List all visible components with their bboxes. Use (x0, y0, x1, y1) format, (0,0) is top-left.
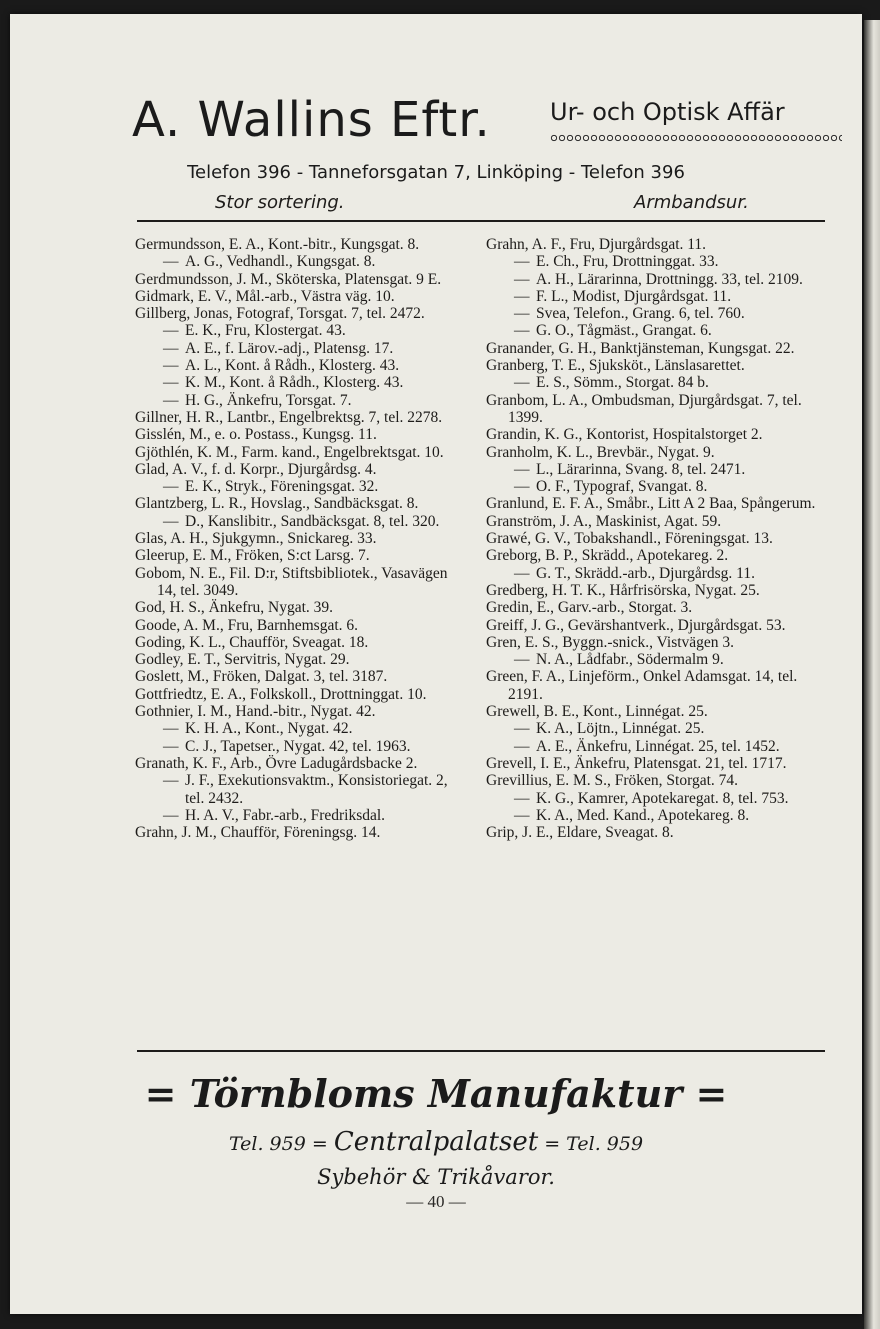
entry-text: Goding, K. L., Chaufför, Sveagat. 18. (135, 633, 369, 651)
entry-text: Svea, Telefon., Grang. 6, tel. 760. (536, 305, 745, 323)
entry-text: Gillner, H. R., Lantbr., Engelbrektsg. 7, tel. 2278. (135, 408, 443, 426)
directory-entry (135, 651, 467, 668)
directory-entry (135, 513, 467, 530)
entry-text: Greiff, J. G., Gevärshantverk., Djurgårdsgat. 53. (486, 616, 786, 634)
header-divider (137, 220, 825, 222)
directory-entry (486, 253, 818, 270)
directory-entry (486, 444, 818, 461)
page-number: — 40 — (406, 1192, 466, 1211)
directory-entry (135, 565, 467, 600)
directory-entry (486, 461, 818, 478)
entry-text: K. H. A., Kont., Nygat. 42. (185, 720, 353, 738)
directory-entry (135, 634, 467, 651)
directory-entry (486, 772, 818, 789)
directory-entry (486, 651, 818, 668)
entry-text: Grahn, J. M., Chaufför, Föreningsg. 14. (135, 824, 381, 842)
entry-text: C. J., Tapetser., Nygat. 42, tel. 1963. (185, 737, 411, 755)
directory-entry (135, 478, 467, 495)
directory-entry (135, 824, 467, 841)
entry-text: O. F., Typograf, Svangat. 8. (536, 478, 708, 496)
directory-entry (486, 634, 818, 651)
entry-text: N. A., Lådfabr., Södermalm 9. (536, 651, 724, 669)
directory-entry (486, 392, 818, 427)
entry-text: Grip, J. E., Eldare, Sveagat. 8. (486, 824, 674, 842)
entry-text: G. O., Tågmäst., Grangat. 6. (536, 322, 712, 340)
directory-entry (135, 547, 467, 564)
entry-text: Goslett, M., Fröken, Dalgat. 3, tel. 3187. (135, 668, 388, 686)
ditto-dash: — (514, 322, 530, 340)
directory-entry (135, 668, 467, 685)
entry-text: Granath, K. F., Arb., Övre Ladugårdsbacke 2. (135, 754, 418, 772)
ditto-dash: — (514, 651, 530, 669)
entry-text: Greborg, B. P., Skrädd., Apotekareg. 2. (486, 547, 729, 565)
entry-text: J. F., Exekutionsvaktm., Konsistoriegat. 2, tel. 2432. (185, 772, 448, 807)
footer-divider (137, 1050, 825, 1052)
ditto-dash: — (163, 772, 179, 790)
directory-entry (486, 513, 818, 530)
entry-text: Grevell, I. E., Änkefru, Platensgat. 21, tel. 1717. (486, 754, 787, 772)
ditto-dash: — (514, 460, 530, 478)
ditto-dash: — (514, 270, 530, 288)
directory-entry (135, 392, 467, 409)
manufaktur-name: = Törnbloms Manufaktur = (144, 1071, 728, 1116)
directory-entry (135, 288, 467, 305)
entry-text: A. E., Änkefru, Linnégat. 25, tel. 1452. (536, 737, 780, 755)
ditto-dash: — (514, 253, 530, 271)
directory-entry (135, 322, 467, 339)
ditto-dash: — (163, 322, 179, 340)
entry-text: Glas, A. H., Sjukgymn., Snickareg. 33. (135, 530, 377, 548)
entry-text: Gothnier, I. M., Hand.-bitr., Nygat. 42. (135, 703, 376, 721)
directory-entry (486, 288, 818, 305)
goods-line: Sybehör & Trikåvaror. (317, 1165, 555, 1189)
separator: = (311, 1133, 334, 1155)
tel-right: Tel. 959 (566, 1133, 644, 1155)
directory-entry (486, 236, 818, 253)
ditto-dash: — (163, 374, 179, 392)
directory-entry (486, 478, 818, 495)
entry-text: Germundsson, E. A., Kont.-bitr., Kungsgat. 8. (135, 236, 420, 253)
directory-entry (135, 357, 467, 374)
directory-entry (135, 426, 467, 443)
entry-text: G. T., Skrädd.-arb., Djurgårdsg. 11. (536, 564, 755, 582)
directory-entry (135, 271, 467, 288)
directory-entry (486, 530, 818, 547)
directory-page (10, 14, 862, 1314)
ditto-dash: — (163, 720, 179, 738)
entry-text: Granlund, E. F. A., Småbr., Litt A 2 Baa, Spångerum. (486, 495, 816, 513)
directory-entry (486, 374, 818, 391)
directory-entry (486, 755, 818, 772)
entry-text: Gobom, N. E., Fil. D:r, Stiftsbibliotek., Vasavägen 14, tel. 3049. (135, 564, 448, 599)
directory-entry (486, 720, 818, 737)
separator: = (544, 1133, 567, 1155)
directory-entry (486, 565, 818, 582)
adjacent-page-edge (864, 20, 880, 1329)
directory-entry (486, 668, 818, 703)
entry-text: Glantzberg, L. R., Hovslag., Sandbäcksgat. 8. (135, 495, 419, 513)
ditto-dash: — (514, 287, 530, 305)
contact-line: Telefon 396 - Tanneforsgatan 7, Linköping - Telefon 396 (187, 162, 685, 183)
directory-entry (486, 582, 818, 599)
entry-text: God, H. S., Änkefru, Nygat. 39. (135, 599, 334, 617)
directory-entry (486, 824, 818, 841)
directory-entry (135, 738, 467, 755)
directory-entry (135, 703, 467, 720)
entry-text: Goode, A. M., Fru, Barnhemsgat. 6. (135, 616, 359, 634)
ditto-dash: — (514, 305, 530, 323)
entry-text: D., Kanslibitr., Sandbäcksgat. 8, tel. 320. (185, 512, 440, 530)
directory-entry (135, 686, 467, 703)
directory-entry (135, 720, 467, 737)
ditto-dash: — (163, 512, 179, 530)
entry-text: K. A., Med. Kand., Apotekareg. 8. (536, 806, 750, 824)
entry-text: E. S., Sömm., Storgat. 84 b. (536, 374, 709, 392)
entry-text: Gredberg, H. T. K., Hårfrisörska, Nygat. 25. (486, 581, 760, 599)
entry-text: F. L., Modist, Djurgårdsgat. 11. (536, 287, 732, 305)
directory-entry (135, 236, 467, 253)
directory-entry (486, 495, 818, 512)
firm-name: A. Wallins Eftr. (132, 92, 491, 148)
directory-entry (486, 703, 818, 720)
ditto-dash: — (163, 357, 179, 375)
entry-text: Gleerup, E. M., Fröken, S:ct Larsg. 7. (135, 547, 370, 565)
ditto-dash: — (163, 737, 179, 755)
ditto-dash: — (163, 806, 179, 824)
tel-left: Tel. 959 (228, 1133, 306, 1155)
entry-text: E. K., Stryk., Föreningsgat. 32. (185, 478, 379, 496)
entry-text: A. G., Vedhandl., Kungsgat. 8. (185, 253, 376, 271)
ditto-dash: — (514, 564, 530, 582)
entry-text: Grahn, A. F., Fru, Djurgårdsgat. 11. (486, 236, 707, 253)
decorative-circle-border (550, 134, 842, 142)
shop-tagline: Ur- och Optisk Affär (550, 98, 785, 126)
directory-entry (135, 530, 467, 547)
entry-text: E. Ch., Fru, Drottninggat. 33. (536, 253, 719, 271)
entry-text: H. G., Änkefru, Torsgat. 7. (185, 391, 352, 409)
directory-entry (486, 322, 818, 339)
slogan-assortment: Stor sortering. (215, 192, 345, 213)
directory-entry (486, 271, 818, 288)
entry-text: Godley, E. T., Servitris, Nygat. 29. (135, 651, 350, 669)
entry-text: Grandin, K. G., Kontorist, Hospitalstorget 2. (486, 426, 763, 444)
entry-text: L., Lärarinna, Svang. 8, tel. 2471. (536, 460, 746, 478)
entry-text: A. L., Kont. å Rådh., Klosterg. 43. (185, 357, 400, 375)
directory-entry (135, 772, 467, 807)
directory-entry (135, 495, 467, 512)
entry-text: Green, F. A., Linjeförm., Onkel Adamsgat. 14, tel. 2191. (486, 668, 798, 703)
entry-text: Granholm, K. L., Brevbär., Nygat. 9. (486, 443, 715, 461)
directory-entry (486, 617, 818, 634)
entry-text: Grewell, B. E., Kont., Linnégat. 25. (486, 703, 708, 721)
directory-entry (135, 617, 467, 634)
directory-entry (135, 374, 467, 391)
directory-entry (135, 444, 467, 461)
entry-text: Grevillius, E. M. S., Fröken, Storgat. 74. (486, 772, 739, 790)
directory-entry (135, 253, 467, 270)
left-column (135, 236, 467, 841)
entry-text: Gjöthlén, K. M., Farm. kand., Engelbrektsgat. 10. (135, 443, 444, 461)
entry-text: Gillberg, Jonas, Fotograf, Torsgat. 7, tel. 2472. (135, 305, 425, 323)
directory-entry (486, 599, 818, 616)
entry-text: Glad, A. V., f. d. Korpr., Djurgårdsg. 4. (135, 460, 377, 478)
directory-entry (135, 755, 467, 772)
entry-text: H. A. V., Fabr.-arb., Fredriksdal. (185, 806, 386, 824)
ditto-dash: — (514, 806, 530, 824)
ditto-dash: — (163, 478, 179, 496)
entry-text: Granbom, L. A., Ombudsman, Djurgårdsgat. 7, tel. 1399. (486, 391, 802, 426)
entry-text: Gottfriedtz, E. A., Folkskoll., Drottninggat. 10. (135, 685, 427, 703)
entry-text: Gerdmundsson, J. M., Sköterska, Platensgat. 9 E. (135, 270, 442, 288)
entry-text: Gidmark, E. V., Mål.-arb., Västra väg. 10. (135, 287, 395, 305)
ditto-dash: — (514, 789, 530, 807)
directory-entry (486, 790, 818, 807)
entry-text: K. M., Kont. å Rådh., Klosterg. 43. (185, 374, 404, 392)
slogan-wristwatches: Armbandsur. (634, 192, 749, 213)
directory-entry (486, 357, 818, 374)
entry-text: Granander, G. H., Banktjänsteman, Kungsgat. 22. (486, 339, 795, 357)
ditto-dash: — (514, 374, 530, 392)
directory-entry (135, 305, 467, 322)
directory-entry (135, 340, 467, 357)
ditto-dash: — (514, 478, 530, 496)
entry-text: Grawé, G. V., Tobakshandl., Föreningsgat. 13. (486, 530, 773, 548)
ditto-dash: — (514, 737, 530, 755)
directory-entry (135, 807, 467, 824)
entry-text: K. G., Kamrer, Apotekaregat. 8, tel. 753. (536, 789, 789, 807)
entry-text: Gren, E. S., Byggn.-snick., Vistvägen 3. (486, 633, 735, 651)
directory-entry (486, 305, 818, 322)
entry-text: Granberg, T. E., Sjuksköt., Länslasarettet. (486, 357, 745, 375)
ditto-dash: — (163, 253, 179, 271)
directory-entry (135, 461, 467, 478)
entry-text: Granström, J. A., Maskinist, Agat. 59. (486, 512, 722, 530)
directory-entry (486, 738, 818, 755)
location-name: Centralpalatset (333, 1127, 539, 1157)
ditto-dash: — (163, 339, 179, 357)
directory-entry (135, 599, 467, 616)
header-advertisement (10, 76, 862, 224)
right-column (486, 236, 818, 841)
centralpalatset-line (10, 1127, 862, 1157)
directory-entry (135, 409, 467, 426)
entry-text: E. K., Fru, Klostergat. 43. (185, 322, 346, 340)
entry-text: A. E., f. Lärov.-adj., Platensg. 17. (185, 339, 394, 357)
ditto-dash: — (163, 391, 179, 409)
entry-text: A. H., Lärarinna, Drottningg. 33, tel. 2109. (536, 270, 803, 288)
directory-entry (486, 340, 818, 357)
entry-text: Gisslén, M., e. o. Postass., Kungsg. 11. (135, 426, 377, 444)
entry-text: Gredin, E., Garv.-arb., Storgat. 3. (486, 599, 693, 617)
directory-entry (486, 547, 818, 564)
directory-entry (486, 426, 818, 443)
entry-text: K. A., Löjtn., Linnégat. 25. (536, 720, 705, 738)
ditto-dash: — (514, 720, 530, 738)
directory-entry (486, 807, 818, 824)
